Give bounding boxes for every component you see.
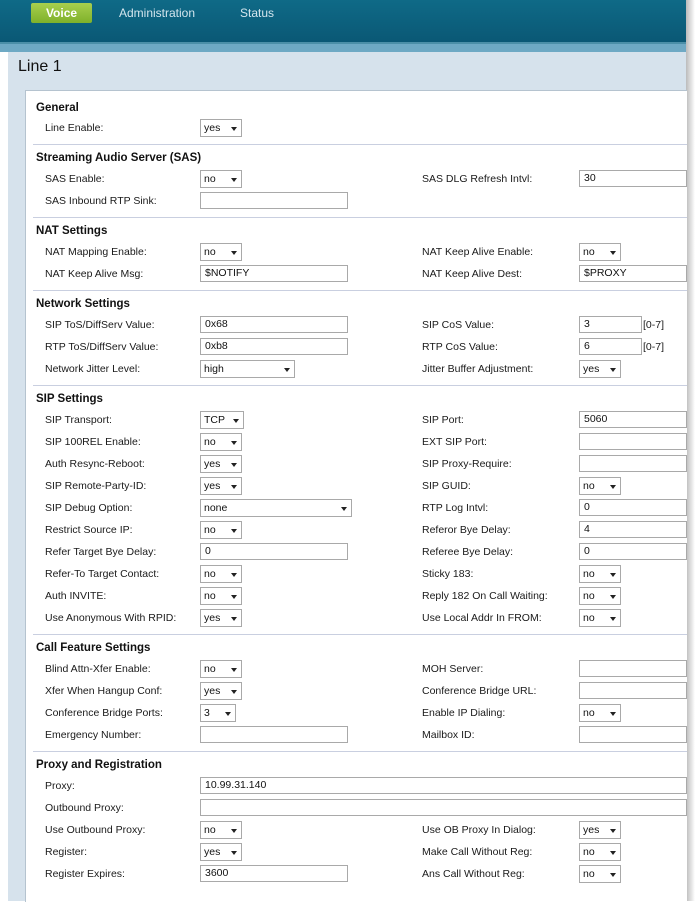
sip-transport-label: SIP Transport: bbox=[45, 414, 112, 426]
sip-tos-input[interactable]: 0x68 bbox=[200, 316, 348, 333]
xfer-hangup-select[interactable]: yes bbox=[200, 682, 242, 700]
xfer-hangup-label: Xfer When Hangup Conf: bbox=[45, 685, 163, 697]
section-nat-title: NAT Settings bbox=[36, 225, 108, 237]
sas-enable-select[interactable]: no bbox=[200, 170, 242, 188]
blind-attn-select[interactable]: no bbox=[200, 660, 242, 678]
proxy-label: Proxy: bbox=[45, 780, 75, 792]
sip-port-input[interactable]: 5060 bbox=[579, 411, 687, 428]
sub-nav-bar bbox=[0, 44, 686, 52]
section-divider bbox=[33, 751, 687, 752]
blind-attn-label: Blind Attn-Xfer Enable: bbox=[45, 663, 151, 675]
register-select[interactable]: yes bbox=[200, 843, 242, 861]
sip-tos-label: SIP ToS/DiffServ Value: bbox=[45, 319, 155, 331]
section-divider bbox=[33, 634, 687, 635]
sip-cos-label: SIP CoS Value: bbox=[422, 319, 494, 331]
sas-inbound-rtp-label: SAS Inbound RTP Sink: bbox=[45, 195, 157, 207]
outbound-proxy-input[interactable] bbox=[200, 799, 687, 816]
use-local-addr-label: Use Local Addr In FROM: bbox=[422, 612, 542, 624]
sip-transport-select[interactable]: TCP bbox=[200, 411, 244, 429]
sip-cos-input[interactable]: 3 bbox=[579, 316, 642, 333]
auth-invite-label: Auth INVITE: bbox=[45, 590, 107, 602]
rtp-log-intvl-label: RTP Log Intvl: bbox=[422, 502, 489, 514]
use-anon-rpid-select[interactable]: yes bbox=[200, 609, 242, 627]
sip-100rel-label: SIP 100REL Enable: bbox=[45, 436, 141, 448]
mailbox-id-label: Mailbox ID: bbox=[422, 729, 475, 741]
proxy-input[interactable]: 10.99.31.140 bbox=[200, 777, 687, 794]
nat-keep-alive-dest-input[interactable]: $PROXY bbox=[579, 265, 687, 282]
jitter-buffer-label: Jitter Buffer Adjustment: bbox=[422, 363, 534, 375]
conf-bridge-ports-label: Conference Bridge Ports: bbox=[45, 707, 163, 719]
line-enable-select[interactable]: yes bbox=[200, 119, 242, 137]
ext-sip-port-input[interactable] bbox=[579, 433, 687, 450]
enable-ip-dialing-select[interactable]: no bbox=[579, 704, 621, 722]
section-sas-title: Streaming Audio Server (SAS) bbox=[36, 152, 202, 164]
referee-bye-delay-input[interactable]: 0 bbox=[579, 543, 687, 560]
sip-100rel-select[interactable]: no bbox=[200, 433, 242, 451]
ans-call-no-reg-select[interactable]: no bbox=[579, 865, 621, 883]
rtp-tos-input[interactable]: 0xb8 bbox=[200, 338, 348, 355]
mailbox-id-input[interactable] bbox=[579, 726, 687, 743]
use-local-addr-select[interactable]: no bbox=[579, 609, 621, 627]
nat-mapping-enable-select[interactable]: no bbox=[200, 243, 242, 261]
make-call-no-reg-label: Make Call Without Reg: bbox=[422, 846, 533, 858]
sip-debug-label: SIP Debug Option: bbox=[45, 502, 133, 514]
section-divider bbox=[33, 144, 687, 145]
register-expires-input[interactable]: 3600 bbox=[200, 865, 348, 882]
tab-administration[interactable]: Administration bbox=[119, 6, 196, 20]
reply-182-label: Reply 182 On Call Waiting: bbox=[422, 590, 548, 602]
refer-target-bye-label: Refer Target Bye Delay: bbox=[45, 546, 157, 558]
ans-call-no-reg-label: Ans Call Without Reg: bbox=[422, 868, 525, 880]
sip-proxy-require-label: SIP Proxy-Require: bbox=[422, 458, 512, 470]
reply-182-select[interactable]: no bbox=[579, 587, 621, 605]
refer-to-target-label: Refer-To Target Contact: bbox=[45, 568, 160, 580]
page-title-bar bbox=[8, 52, 686, 87]
sip-remote-party-label: SIP Remote-Party-ID: bbox=[45, 480, 147, 492]
register-label: Register: bbox=[45, 846, 88, 858]
enable-ip-dialing-label: Enable IP Dialing: bbox=[422, 707, 506, 719]
emergency-number-input[interactable] bbox=[200, 726, 348, 743]
nat-keep-alive-enable-select[interactable]: no bbox=[579, 243, 621, 261]
section-general-title: General bbox=[36, 102, 79, 114]
auth-resync-select[interactable]: yes bbox=[200, 455, 242, 473]
section-network-title: Network Settings bbox=[36, 298, 130, 310]
rtp-cos-range-hint: [0-7] bbox=[643, 341, 665, 353]
section-divider bbox=[33, 217, 687, 218]
referor-bye-delay-input[interactable]: 4 bbox=[579, 521, 687, 538]
restrict-source-ip-label: Restrict Source IP: bbox=[45, 524, 133, 536]
nat-keep-alive-dest-label: NAT Keep Alive Dest: bbox=[422, 268, 522, 280]
window-shadow bbox=[686, 0, 695, 901]
sas-dlg-refresh-label: SAS DLG Refresh Intvl: bbox=[422, 173, 533, 185]
refer-to-target-select[interactable]: no bbox=[200, 565, 242, 583]
nat-mapping-enable-label: NAT Mapping Enable: bbox=[45, 246, 147, 258]
sticky-183-label: Sticky 183: bbox=[422, 568, 474, 580]
sas-inbound-rtp-input[interactable] bbox=[200, 192, 348, 209]
sip-port-label: SIP Port: bbox=[422, 414, 464, 426]
moh-server-input[interactable] bbox=[579, 660, 687, 677]
nat-keep-alive-msg-input[interactable]: $NOTIFY bbox=[200, 265, 348, 282]
auth-resync-label: Auth Resync-Reboot: bbox=[45, 458, 145, 470]
moh-server-label: MOH Server: bbox=[422, 663, 484, 675]
section-proxy-title: Proxy and Registration bbox=[36, 759, 162, 771]
outbound-proxy-label: Outbound Proxy: bbox=[45, 802, 124, 814]
network-jitter-level-select[interactable]: high bbox=[200, 360, 295, 378]
sticky-183-select[interactable]: no bbox=[579, 565, 621, 583]
restrict-source-ip-select[interactable]: no bbox=[200, 521, 242, 539]
conf-bridge-url-label: Conference Bridge URL: bbox=[422, 685, 537, 697]
emergency-number-label: Emergency Number: bbox=[45, 729, 142, 741]
nat-keep-alive-msg-label: NAT Keep Alive Msg: bbox=[45, 268, 144, 280]
sip-debug-select[interactable]: none bbox=[200, 499, 352, 517]
refer-target-bye-input[interactable]: 0 bbox=[200, 543, 348, 560]
network-jitter-level-label: Network Jitter Level: bbox=[45, 363, 141, 375]
sip-cos-range-hint: [0-7] bbox=[643, 319, 665, 331]
sip-guid-select[interactable]: no bbox=[579, 477, 621, 495]
sip-proxy-require-input[interactable] bbox=[579, 455, 687, 472]
jitter-buffer-select[interactable]: yes bbox=[579, 360, 621, 378]
top-nav-bar bbox=[0, 0, 686, 44]
use-ob-in-dialog-label: Use OB Proxy In Dialog: bbox=[422, 824, 536, 836]
sip-guid-label: SIP GUID: bbox=[422, 480, 471, 492]
conf-bridge-ports-select[interactable]: 3 bbox=[200, 704, 236, 722]
ext-sip-port-label: EXT SIP Port: bbox=[422, 436, 487, 448]
referor-bye-delay-label: Referor Bye Delay: bbox=[422, 524, 511, 536]
section-sip-title: SIP Settings bbox=[36, 393, 103, 405]
rtp-cos-input[interactable]: 6 bbox=[579, 338, 642, 355]
sas-enable-label: SAS Enable: bbox=[45, 173, 105, 185]
rtp-log-intvl-input[interactable]: 0 bbox=[579, 499, 687, 516]
referee-bye-delay-label: Referee Bye Delay: bbox=[422, 546, 514, 558]
section-divider bbox=[33, 290, 687, 291]
auth-invite-select[interactable]: no bbox=[200, 587, 242, 605]
use-ob-in-dialog-select[interactable]: yes bbox=[579, 821, 621, 839]
make-call-no-reg-select[interactable]: no bbox=[579, 843, 621, 861]
nat-keep-alive-enable-label: NAT Keep Alive Enable: bbox=[422, 246, 534, 258]
use-anon-rpid-label: Use Anonymous With RPID: bbox=[45, 612, 177, 624]
line-enable-label: Line Enable: bbox=[45, 122, 104, 134]
page-title: Line 1 bbox=[18, 58, 62, 75]
use-outbound-proxy-select[interactable]: no bbox=[200, 821, 242, 839]
register-expires-label: Register Expires: bbox=[45, 868, 125, 880]
tab-status[interactable]: Status bbox=[240, 6, 275, 20]
use-outbound-proxy-label: Use Outbound Proxy: bbox=[45, 824, 146, 836]
tab-voice[interactable]: Voice bbox=[31, 3, 92, 23]
section-divider bbox=[33, 385, 687, 386]
conf-bridge-url-input[interactable] bbox=[579, 682, 687, 699]
settings-panel bbox=[25, 90, 687, 902]
rtp-tos-label: RTP ToS/DiffServ Value: bbox=[45, 341, 159, 353]
section-call-feature-title: Call Feature Settings bbox=[36, 642, 151, 654]
sip-remote-party-select[interactable]: yes bbox=[200, 477, 242, 495]
sas-dlg-refresh-input[interactable]: 30 bbox=[579, 170, 687, 187]
rtp-cos-label: RTP CoS Value: bbox=[422, 341, 498, 353]
